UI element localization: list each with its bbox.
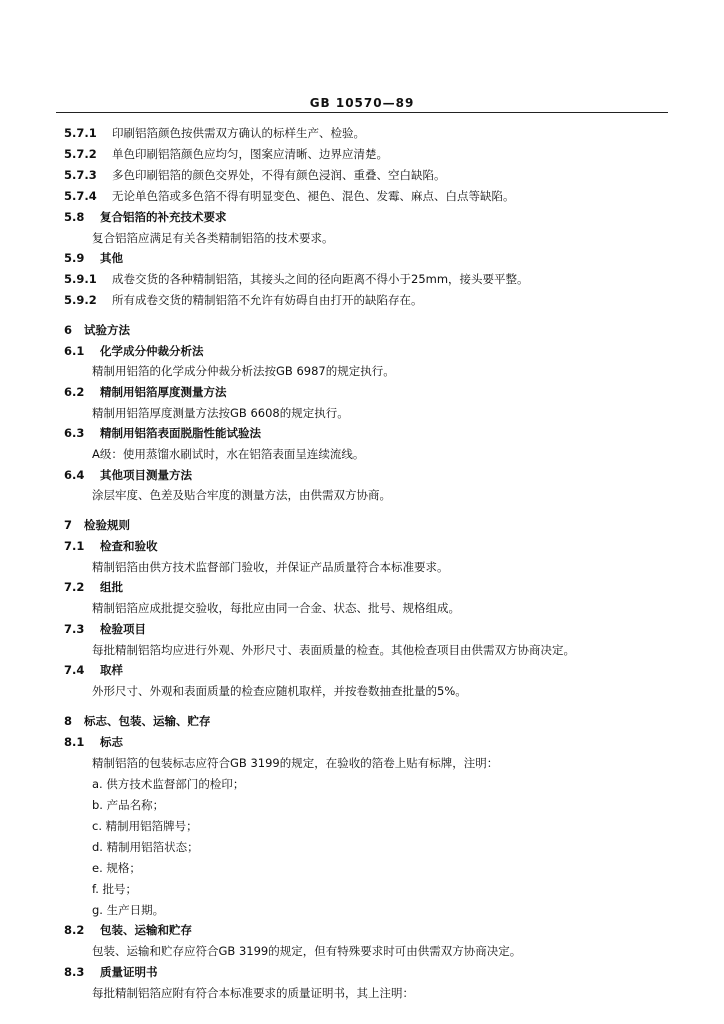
paragraph-text: 多色印刷铝箔的颜色交界处，不得有颜色浸润、重叠、空白缺陷。 [112, 168, 446, 182]
section-number: 5.7.1 [64, 126, 97, 140]
paragraph-text: A级：使用蒸馏水刷试时，水在铝箔表面呈连续流线。 [92, 447, 365, 461]
section-number: 8 [64, 714, 73, 728]
section-heading: 检验规则 [84, 518, 130, 532]
section-number: 5.9.1 [64, 272, 97, 286]
section-number: 7.2 [64, 580, 85, 594]
paragraph-text: 每批精制铝箔均应进行外观、外形尺寸、表面质量的检查。其他检查项目由供需双方协商决定。 [92, 643, 575, 657]
section-heading: 质量证明书 [100, 965, 158, 979]
section-number: 5.7.4 [64, 189, 97, 203]
header-rule [56, 112, 668, 113]
section-heading: 化学成分仲裁分析法 [100, 344, 204, 358]
section-heading: 其他项目测量方法 [100, 468, 192, 482]
paragraph-text: e. 规格； [92, 861, 141, 875]
section-heading: 标志、包装、运输、贮存 [84, 714, 211, 728]
paragraph-text: 精制用铝箔的化学成分仲裁分析法按GB 6987的规定执行。 [92, 364, 395, 378]
paragraph-text: 精制铝箔应成批提交验收，每批应由同一合金、状态、批号、规格组成。 [92, 601, 460, 615]
section-heading: 检验项目 [100, 622, 146, 636]
section-number: 5.7.2 [64, 147, 97, 161]
paragraph-text: 精制用铝箔厚度测量方法按GB 6608的规定执行。 [92, 406, 349, 420]
paragraph-text: 单色印刷铝箔颜色应均匀，图案应清晰、边界应清楚。 [112, 147, 388, 161]
section-heading: 组批 [100, 580, 123, 594]
paragraph-text: 印刷铝箔颜色按供需双方确认的标样生产、检验。 [112, 126, 365, 140]
paragraph-text: d. 精制用铝箔状态； [92, 840, 199, 854]
section-heading: 其他 [100, 251, 123, 265]
section-heading: 取样 [100, 663, 123, 677]
section-number: 5.9.2 [64, 293, 97, 307]
paragraph-text: g. 生产日期。 [92, 903, 165, 917]
paragraph-text: a. 供方技术监督部门的检印； [92, 777, 245, 791]
section-number: 7.3 [64, 622, 85, 636]
section-number: 7.4 [64, 663, 85, 677]
section-number: 5.9 [64, 251, 85, 265]
paragraph-text: 精制铝箔的包装标志应符合GB 3199的规定，在验收的箔卷上贴有标牌，注明： [92, 756, 499, 770]
paragraph-text: 涂层牢度、色差及贴合牢度的测量方法，由供需双方协商。 [92, 488, 391, 502]
section-number: 8.1 [64, 735, 85, 749]
section-heading: 检查和验收 [100, 539, 158, 553]
paragraph-text: 复合铝箔应满足有关各类精制铝箔的技术要求。 [92, 231, 334, 245]
section-heading: 标志 [100, 735, 123, 749]
section-heading: 复合铝箔的补充技术要求 [100, 210, 227, 224]
paragraph-text: b. 产品名称； [92, 798, 165, 812]
section-number: 5.7.3 [64, 168, 97, 182]
paragraph-text: 包装、运输和贮存应符合GB 3199的规定，但有特殊要求时可由供需双方协商决定。 [92, 944, 522, 958]
section-number: 6 [64, 323, 73, 337]
paragraph-text: f. 批号； [92, 882, 138, 896]
paragraph-text: 所有成卷交货的精制铝箔不允许有妨碍自由打开的缺陷存在。 [112, 293, 423, 307]
paragraph-text: c. 精制用铝箔牌号； [92, 819, 198, 833]
section-number: 5.8 [64, 210, 85, 224]
paragraph-text: 精制铝箔由供方技术监督部门验收，并保证产品质量符合本标准要求。 [92, 560, 449, 574]
section-heading: 包装、运输和贮存 [100, 923, 192, 937]
section-number: 6.2 [64, 385, 85, 399]
paragraph-text: 每批精制铝箔应附有符合本标准要求的质量证明书，其上注明： [92, 986, 414, 1000]
section-number: 8.3 [64, 965, 85, 979]
section-heading: 精制用铝箔表面脱脂性能试验法 [100, 426, 261, 440]
section-number: 6.3 [64, 426, 85, 440]
section-number: 7.1 [64, 539, 85, 553]
document-header: GB 10570—89 [309, 96, 415, 110]
section-number: 6.1 [64, 344, 85, 358]
paragraph-text: 无论单色箔或多色箔不得有明显变色、褪色、混色、发霉、麻点、白点等缺陷。 [112, 189, 515, 203]
paragraph-text: 外形尺寸、外观和表面质量的检查应随机取样，并按卷数抽查批量的5%。 [92, 684, 467, 698]
section-number: 7 [64, 518, 73, 532]
section-heading: 试验方法 [84, 323, 130, 337]
section-heading: 精制用铝箔厚度测量方法 [100, 385, 227, 399]
section-number: 8.2 [64, 923, 85, 937]
paragraph-text: 成卷交货的各种精制铝箔，其接头之间的径向距离不得小于25mm，接头要平整。 [112, 272, 529, 286]
section-number: 6.4 [64, 468, 85, 482]
